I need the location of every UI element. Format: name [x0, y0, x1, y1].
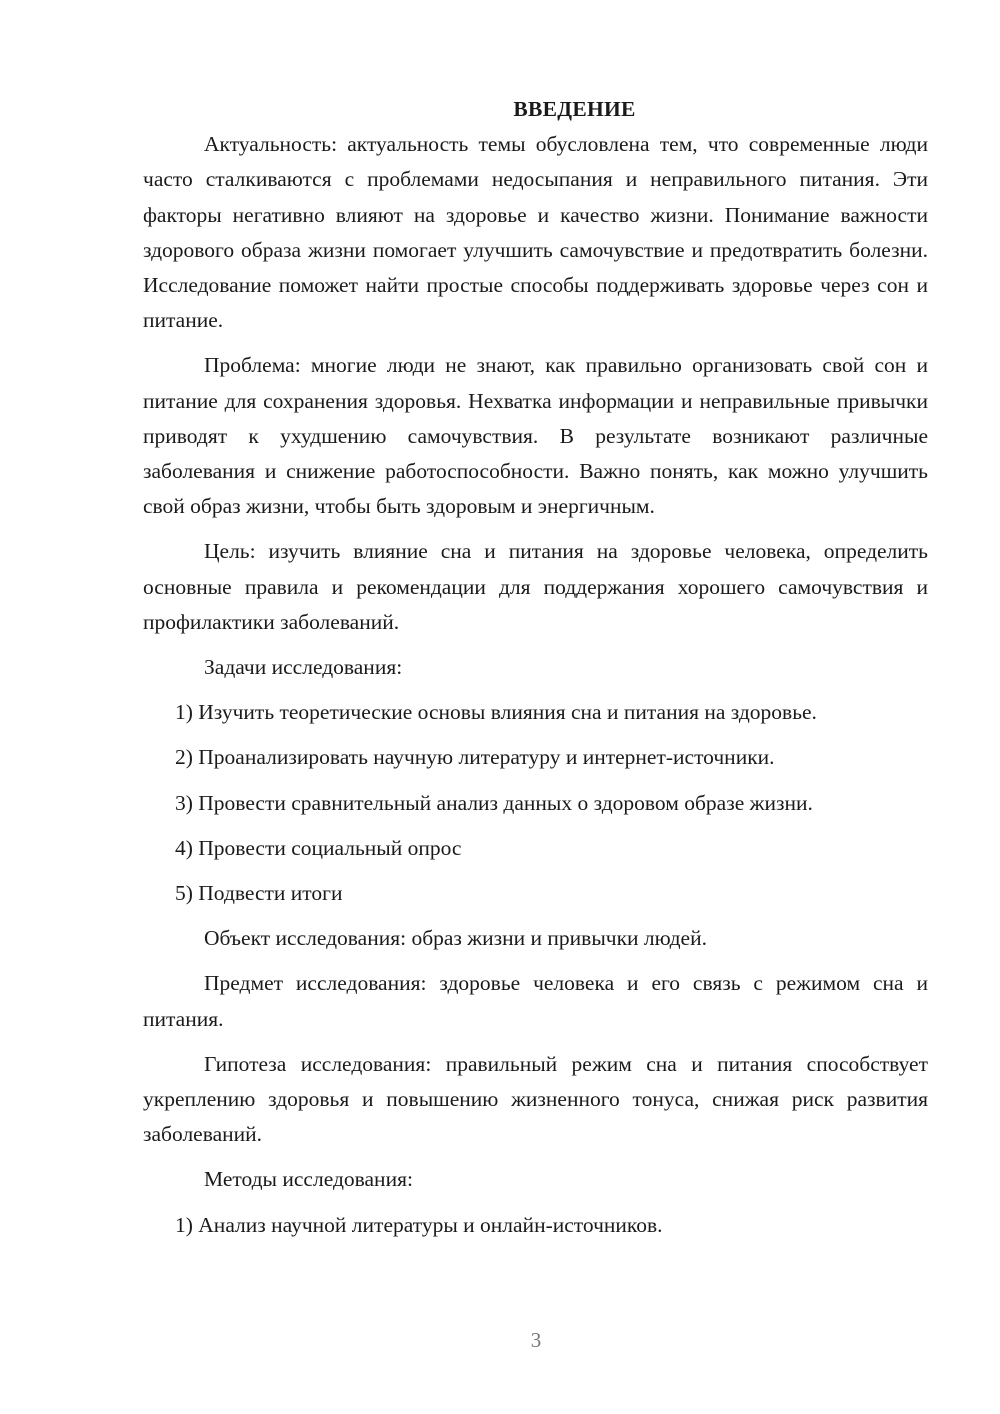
- task-item-3: 3) Провести сравнительный анализ данных о здоровом образе жизни.: [175, 790, 813, 815]
- problem-paragraph: Проблема: многие люди не знают, как правильно организовать свой сон и питание для сохранения здоровья. Нехватка информации и неправильные привычки приводят к ухудшению самочувствия. В результате возникают различные заболевания и снижение работоспособности. Важно понять, как можно улучшить свой образ жизни, чтобы быть здоровым и энергичным.: [143, 353, 928, 519]
- methods-heading: Методы исследования:: [204, 1167, 413, 1192]
- object-paragraph: Объект исследования: образ жизни и привычки людей.: [204, 926, 707, 951]
- task-item-4: 4) Провести социальный опрос: [175, 835, 462, 860]
- page-number: 3: [530, 1328, 542, 1352]
- tasks-heading: Задачи исследования:: [204, 655, 403, 680]
- section-heading: ВВЕДЕНИЕ: [513, 97, 636, 121]
- task-item-5: 5) Подвести итоги: [175, 881, 343, 906]
- method-item-1: 1) Анализ научной литературы и онлайн-источников.: [175, 1212, 663, 1237]
- page-body: [143, 92, 928, 1243]
- subject-paragraph: Предмет исследования: здоровье человека и его связь с режимом сна и питания.: [143, 971, 928, 1031]
- task-item-1: 1) Изучить теоретические основы влияния сна и питания на здоровье.: [175, 700, 817, 725]
- relevance-paragraph: Актуальность: актуальность темы обусловлена тем, что современные люди часто сталкиваются с проблемами недосыпания и неправильного питания. Эти факторы негативно влияют на здоровье и качество жизни. Понимание важности здорового образа жизни помогает улучшить самочувствие и предотвратить болезни. Исследование поможет найти простые способы поддерживать здоровье через сон и питание.: [143, 132, 928, 333]
- hypothesis-paragraph: Гипотеза исследования: правильный режим сна и питания способствует укреплению здоровья и повышению жизненного тонуса, снижая риск развития заболеваний.: [143, 1051, 928, 1147]
- task-item-2: 2) Проанализировать научную литературу и интернет-источники.: [175, 745, 775, 770]
- goal-paragraph: Цель: изучить влияние сна и питания на здоровье человека, определить основные правила и рекомендации для поддержания хорошего самочувствия и профилактики заболеваний.: [143, 539, 928, 634]
